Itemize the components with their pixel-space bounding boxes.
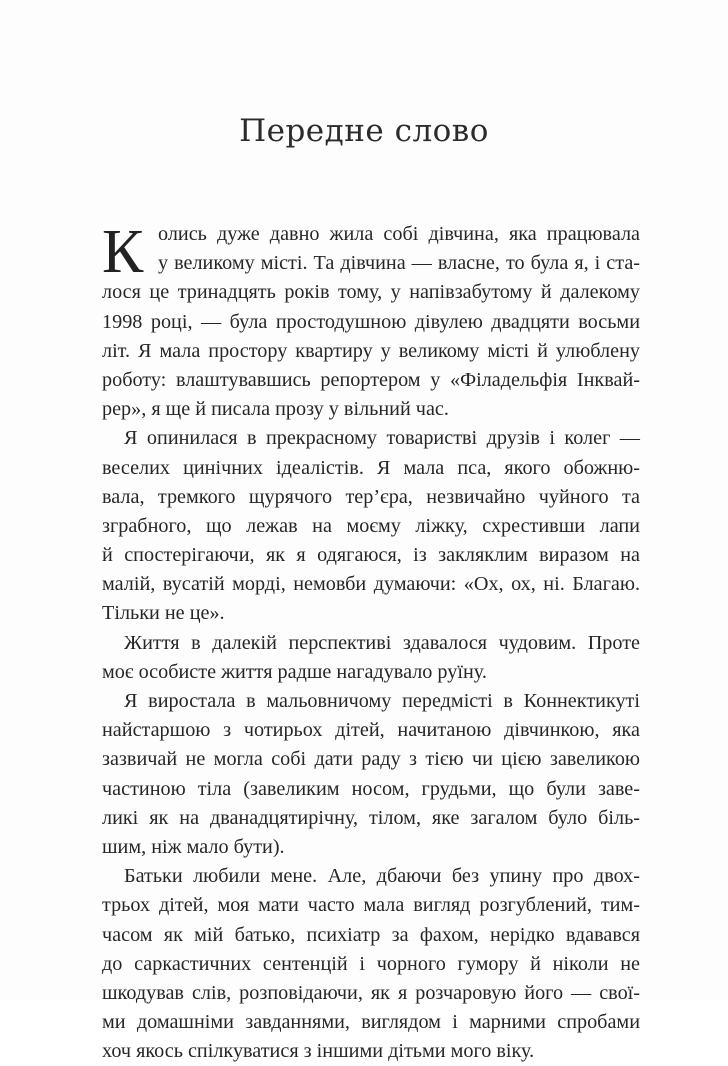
text-line: олись дуже давно жила собі дівчина, яка працювала xyxy=(158,223,640,245)
text-line: Я виростала в мальовничому передмісті в Коннектикуті xyxy=(124,690,640,712)
text-line: шим, ніж мало бути). xyxy=(102,835,285,858)
text-line: літ. Я мала простору квартиру у великому місті й улюблену xyxy=(102,339,640,362)
text-line: у великому місті. Та дівчина — власне, то була я, і ста- xyxy=(158,252,640,275)
text-line: веселих цинічних ідеалістів. Я мала пса, якого обожню- xyxy=(102,456,640,479)
text-line: шкодував слів, розповідаючи, як я розчаровую його — свої- xyxy=(102,981,640,1004)
paragraph-2 xyxy=(102,424,640,628)
text-line: зазвичай не могла собі дати раду з тією чи цією завеликою xyxy=(102,748,640,771)
text-line: малій, вусатій морді, немовби думаючи: «Ох, ох, ні. Благаю. xyxy=(102,573,640,596)
text-line: Тільки не це». xyxy=(102,602,225,625)
drop-cap: К xyxy=(102,218,144,286)
text-line: частиною тіла (завеликим носом, грудьми, що були заве- xyxy=(102,777,640,800)
text-line: до саркастичних сентенцій і чорного гумору й ніколи не xyxy=(102,952,640,975)
text-line: роботу: влаштувавшись репортером у «Філадельфія Інквай- xyxy=(102,368,640,391)
text-line: зграбного, що лежав на моєму ліжку, схрестивши лапи xyxy=(102,514,640,537)
text-line: найстаршою з чотирьох дітей, начитаною дівчинкою, яка xyxy=(102,719,640,742)
paragraph-4 xyxy=(102,687,640,862)
text-line: лося це тринадцять років тому, у напівзабутому й далекому xyxy=(102,281,640,304)
chapter-body xyxy=(102,220,640,1066)
chapter-title: Передне слово xyxy=(239,112,489,149)
text-line: 1998 році, — була простодушною дівулею двадцяти восьми xyxy=(102,310,640,333)
text-line: моє особисте життя радше нагадувало руїну. xyxy=(102,660,487,683)
text-line: трьох дітей, моя мати часто мала вигляд розгублений, тим- xyxy=(102,894,640,917)
text-line: часом як мій батько, психіатр за фахом, нерідко вдавався xyxy=(102,923,640,946)
text-line: Життя в далекій перспективі здавалося чудовим. Проте xyxy=(124,631,640,654)
text-line: ликі як на дванадцятирічну, тілом, яке загалом було біль- xyxy=(102,806,640,829)
paragraph-5 xyxy=(102,862,640,1066)
text-line: хоч якось спілкуватися з іншими дітьми мого віку. xyxy=(102,1040,535,1063)
text-line: Я опинилася в прекрасному товаристві друзів і колег — xyxy=(124,427,640,450)
paragraph-1 xyxy=(102,220,640,424)
text-line: й спостерігаючи, як я одягаюся, із закляклим виразом на xyxy=(102,544,640,567)
paragraph-3 xyxy=(102,629,640,687)
text-line: рер», я ще й писала прозу у вільний час. xyxy=(102,398,449,421)
text-line: ми домашніми завданнями, виглядом і марними спробами xyxy=(102,1011,640,1034)
text-line: вала, тремкого щурячого тер’єра, незвичайно чуйного та xyxy=(102,485,640,508)
text-line: Батьки любили мене. Але, дбаючи без упину про двох- xyxy=(124,865,640,888)
